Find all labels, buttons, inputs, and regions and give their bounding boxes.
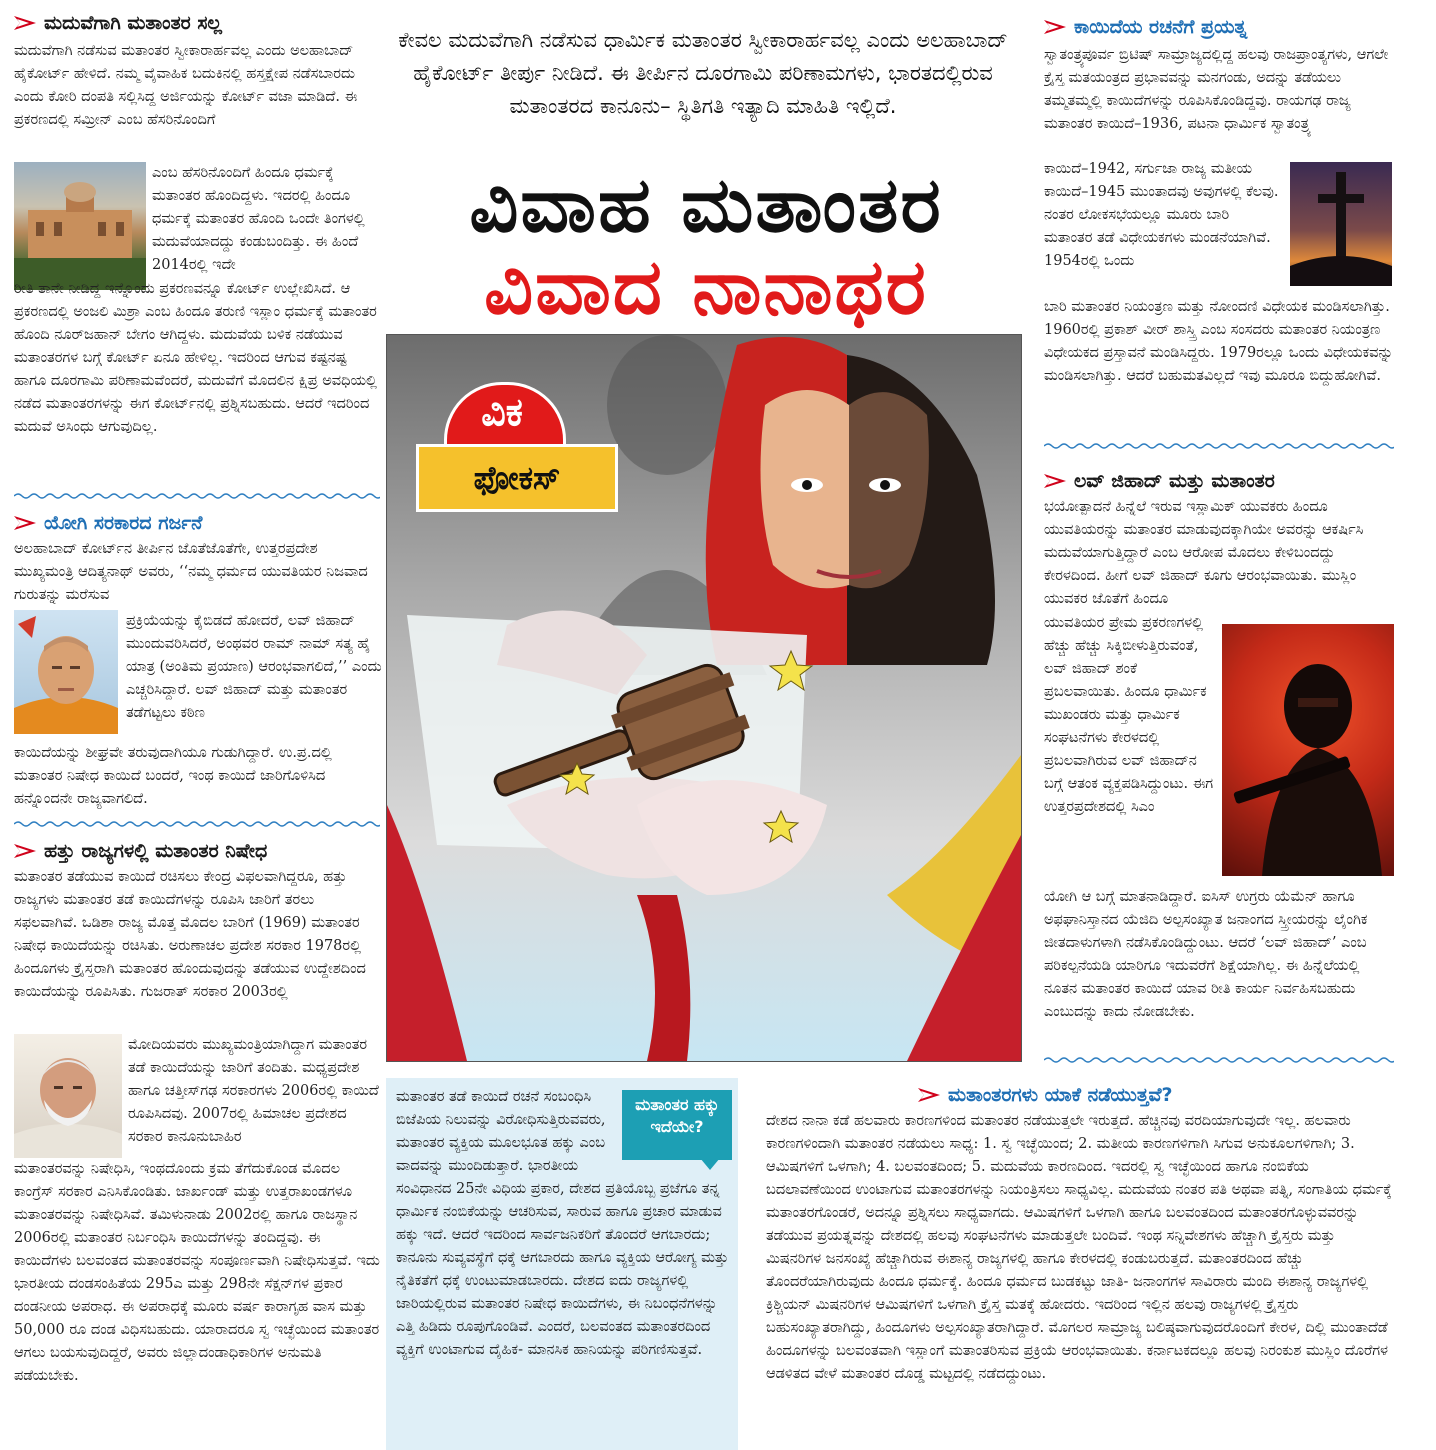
article-paragraph: ಎಂಬ ಹೆಸರಿನೊಂದಿಗೆ ಹಿಂದೂ ಧರ್ಮಕ್ಕೆ ಮತಾಂತರ ಹೊಂದಿದ್ದಳು. ಇದರಲ್ಲಿ ಹಿಂದೂ ಧರ್ಮಕ್ಕೆ ಮತಾಂತರ ಹೊಂದಿ ಒಂದೇ ತಿಂಗಳಲ್ಲಿ ಮದುವೆಯಾದದ್ದು ಕಂಡುಬಂದಿತ್ತು. ಈ ಹಿಂದೆ 2014ರಲ್ಲಿ ಇದೇ xyxy=(152,165,365,273)
section-divider xyxy=(1044,442,1394,450)
article-paragraph: ಮತಾಂತರ ತಡೆಯುವ ಕಾಯಿದೆ ರಚಿಸಲು ಕೇಂದ್ರ ವಿಫಲವಾಗಿದ್ದರೂ, ಹತ್ತು ರಾಜ್ಯಗಳು ಮತಾಂತರ ತಡೆ ಕಾಯಿದೆಗಳನ್ನು ರೂಪಿಸಿ ಜಾರಿಗೆ ತರಲು ಸಫಲವಾಗಿವೆ. ಒಡಿಶಾ ರಾಜ್ಯ ಮೊತ್ತ ಮೊದಲ ಬಾರಿಗೆ (1969) ಮತಾಂತರ ನಿಷೇಧ ಕಾಯಿದೆಯನ್ನು ರಚಿಸಿತು. ಅರುಣಾಚಲ ಪ್ರದೇಶ ಸರಕಾರ 1978ರಲ್ಲಿ ಹಿಂದೂಗಳು ಕ್ರೈಸ್ತರಾಗಿ ಮತಾಂತರ ಹೊಂದುವುದನ್ನು ತಡೆಯುವ ಉದ್ದೇಶದಿಂದ ಕಾಯಿದೆಯನ್ನು ರೂಪಿಸಿತು. ಗುಜರಾತ್ ಸರಕಾರ 2003ರಲ್ಲಿ xyxy=(14,869,366,1000)
badge-vk-text: ವಿಕ xyxy=(481,390,523,434)
section-heading-law-attempts: ಕಾಯಿದೆಯ ರಚನೆಗೆ ಪ್ರಯತ್ನ xyxy=(1044,16,1247,38)
article-paragraph: ಮತಾಂತರವನ್ನು ನಿಷೇಧಿಸಿ, ಇಂಥದೊಂದು ಕ್ರಮ ತೆಗೆದುಕೊಂಡ ಮೊದಲ ಕಾಂಗ್ರೆಸ್ ಸರಕಾರ ಎನಿಸಿಕೊಂಡಿತು. ಜಾರ್ಖಂಡ್ ಮತ್ತು ಉತ್ತರಾಖಂಡಗಳೂ ಮತಾಂತರವನ್ನು ನಿಷೇಧಿಸಿವೆ. ತಮಿಳುನಾಡು 2002ರಲ್ಲಿ ಹಾಗೂ ರಾಜಸ್ಥಾನ 2006ರಲ್ಲಿ ಮತಾಂತರ ನಿರ್ಬಂಧಿಸಿ ಕಾಯಿದೆಗಳನ್ನು ತಂದಿದ್ದವು. ಈ ಕಾಯಿದೆಗಳು ಬಲವಂತದ ಮತಾಂತರವನ್ನು ಸಂಪೂರ್ಣವಾಗಿ ನಿಷೇಧಿಸುತ್ತವೆ. ಇದು ಭಾರತೀಯ ದಂಡಸಂಹಿತೆಯ 295ಎ ಮತ್ತು 298ನೇ ಸೆಕ್ಷನ್‌ಗಳ ಪ್ರಕಾರ ದಂಡನೀಯ ಅಪರಾಧ. ಈ ಅಪರಾಧಕ್ಕೆ ಮೂರು ವರ್ಷ ಕಾರಾಗೃಹ ವಾಸ ಮತ್ತು 50,000 ರೂ ದಂಡ ವಿಧಿಸಬಹುದು. ಯಾರಾದರೂ ಸ್ವ ಇಚ್ಛೆಯಿಂದ ಮತಾಂತರ ಆಗಲು ಬಯಸುವುದಿದ್ದರೆ, ಅವರು ಜಿಲ್ಲಾದಂಡಾಧಿಕಾರಿಗಳ ಅನುಮತಿ ಪಡೆಯಬೇಕು. xyxy=(14,1161,380,1384)
article-paragraph: ರೀತಿ ತಾನೇ ನೀಡಿದ್ದ ಇನ್ನೊಂದು ಪ್ರಕರಣವನ್ನೂ ಕೋರ್ಟ್ ಉಲ್ಲೇಖಿಸಿದೆ. ಆ ಪ್ರಕರಣದಲ್ಲಿ ಅಂಜಲಿ ಮಿಶ್ರಾ ಎಂಬ ಹಿಂದೂ ತರುಣಿ ಇಸ್ಲಾಂ ಧರ್ಮಕ್ಕೆ ಮತಾಂತರ ಹೊಂದಿ ನೂರ್‌ಜಹಾನ್ ಬೇಗಂ ಆಗಿದ್ದಳು. ಮದುವೆಯ ಬಳಿಕ ನಡೆಯುವ ಮತಾಂತರಗಳ ಬಗ್ಗೆ ಕೋರ್ಟ್ ಏನೂ ಹೇಳಿಲ್ಲ. ಇದರಿಂದ ಆಗುವ ಕಷ್ಟನಷ್ಟ ಹಾಗೂ ದೂರಗಾಮಿ ಪರಿಣಾಮವೆಂದರೆ, ಮದುವೆಗೆ ಮೊದಲಿನ ಕ್ಷಿಪ್ರ ಅವಧಿಯಲ್ಲಿ ನಡೆದ ಮತಾಂತರಗಳನ್ನು ಈಗ ಕೋರ್ಟ್‌ನಲ್ಲಿ ಪ್ರಶ್ನಿಸಬಹುದು. ಆದರೆ ಇದರಿಂದ ಮದುವೆ ಅಸಿಂಧು ಆಗುವುದಿಲ್ಲ. xyxy=(14,281,377,435)
article-deck: ಕೇವಲ ಮದುವೆಗಾಗಿ ನಡೆಸುವ ಧಾರ್ಮಿಕ ಮತಾಂತರ ಸ್ವೀಕಾರಾರ್ಹವಲ್ಲ ಎಂದು ಅಲಹಾಬಾದ್ ಹೈಕೋರ್ಟ್ ತೀರ್ಪು ನೀಡಿದೆ. ಈ ತೀರ್ಪಿನ ದೂರಗಾಮಿ ಪರಿಣಾಮಗಳು, ಭಾರತದಲ್ಲಿರುವ ಮತಾಂತರದ ಕಾನೂನು– ಸ್ಥಿತಿಗತಿ ಇತ್ಯಾದಿ ಮಾಹಿತಿ ಇಲ್ಲಿದೆ. xyxy=(398,28,1008,118)
section-divider xyxy=(14,820,380,828)
arrow-bullet-icon xyxy=(14,844,36,858)
section-heading-love-jihad: ಲವ್ ಜಿಹಾದ್ ಮತ್ತು ಮತಾಂತರ xyxy=(1044,470,1275,492)
section-heading-marriage-conversion: ಮದುವೆಗಾಗಿ ಮತಾಂತರ ಸಲ್ಲ xyxy=(14,12,222,34)
vk-focus-badge xyxy=(408,382,618,522)
arrow-bullet-icon xyxy=(1044,474,1066,488)
article-paragraph: ಭಯೋತ್ಪಾದನೆ ಹಿನ್ನೆಲೆ ಇರುವ ಇಸ್ಲಾಮಿಕ್ ಯುವಕರು ಹಿಂದೂ ಯುವತಿಯರನ್ನು ಮತಾಂತರ ಮಾಡುವುದಕ್ಕಾಗಿಯೇ ಅವರನ್ನು ಆಕರ್ಷಿಸಿ ಮದುವೆಯಾಗುತ್ತಿದ್ದಾರೆ ಎಂಬ ಆರೋಪ ಮೊದಲು ಕೇಳಿಬಂದದ್ದು ಕೇರಳದಿಂದ. ಹೀಗೆ ಲವ್ ಜಿಹಾದ್ ಕೂಗು ಆರಂಭವಾಯಿತು. ಮುಸ್ಲಿಂ ಯುವಕರ ಜೊತೆಗೆ ಹಿಂದೂ xyxy=(1044,499,1364,607)
arrow-bullet-icon xyxy=(918,1088,940,1102)
badge-focus-text: ಫೋಕಸ್ xyxy=(416,444,618,512)
tag-spacer xyxy=(614,1086,732,1174)
article-paragraph: ಯುವತಿಯರ ಪ್ರೇಮ ಪ್ರಕರಣಗಳಲ್ಲಿ ಹೆಚ್ಚು ಹೆಚ್ಚು ಸಿಕ್ಕಿಬೀಳುತ್ತಿರುವಂತೆ, ಲವ್ ಜಿಹಾದ್ ಶಂಕೆ ಪ್ರಬಲವಾಯಿತು. ಹಿಂದೂ ಧಾರ್ಮಿಕ ಮುಖಂಡರು ಮತ್ತು ಧಾರ್ಮಿಕ ಸಂಘಟನೆಗಳು ಕೇರಳದಲ್ಲಿ ಪ್ರಬಲವಾಗಿರುವ ಲವ್ ಜಿಹಾದ್‌ನ ಬಗ್ಗೆ ಆತಂಕ ವ್ಯಕ್ತಪಡಿಸಿದ್ದುಂಟು. ಈಗ ಉತ್ತರಪ್ರದೇಶದಲ್ಲಿ ಸಿಎಂ xyxy=(1044,615,1214,815)
arrow-bullet-icon xyxy=(14,16,36,30)
rights-box-text: ಮತಾಂತರ ತಡೆ ಕಾಯಿದೆ ರಚನೆ ಸಂಬಂಧಿಸಿ ಬಿಜೆಪಿಯ ನಿಲುವನ್ನು ವಿರೋಧಿಸುತ್ತಿರುವವರು, ಮತಾಂತರ ವ್ಯಕ್ತಿಯ ಮೂಲಭೂತ ಹಕ್ಕು ಎಂಬ ವಾದವನ್ನು ಮುಂದಿಡುತ್ತಾರೆ. ಭಾರತೀಯ ಸಂವಿಧಾನದ 25ನೇ ವಿಧಿಯ ಪ್ರಕಾರ, ದೇಶದ ಪ್ರತಿಯೊಬ್ಬ ಪ್ರಜೆಗೂ ತನ್ನ ಧಾರ್ಮಿಕ ನಂಬಿಕೆಯನ್ನು ಆಚರಿಸುವ, ಸಾರುವ ಹಾಗೂ ಪ್ರಚಾರ ಮಾಡುವ ಹಕ್ಕು ಇದೆ. ಆದರೆ ಇದರಿಂದ ಸಾರ್ವಜನಿಕರಿಗೆ ತೊಂದರೆ ಆಗಬಾರದು; ಕಾನೂನು ಸುವ್ಯವಸ್ಥೆಗೆ ಧಕ್ಕೆ ಆಗಬಾರದು ಹಾಗೂ ವ್ಯಕ್ತಿಯ ಆರೋಗ್ಯ ಮತ್ತು ನೈತಿಕತೆಗೆ ಧಕ್ಕೆ ಉಂಟುಮಾಡಬಾರದು. ದೇಶದ ಐದು ರಾಜ್ಯಗಳಲ್ಲಿ ಜಾರಿಯಲ್ಲಿರುವ ಮತಾಂತರ ನಿಷೇಧ ಕಾಯಿದೆಗಳು, ಈ ನಿಬಂಧನೆಗಳನ್ನು ಎತ್ತಿ ಹಿಡಿದು ರೂಪುಗೊಂಡಿವೆ. ಎಂದರೆ, ಬಲವಂತದ ಮತಾಂತರದಿಂದ ವ್ಯಕ್ತಿಗೆ ಉಂಟಾಗುವ ದೈಹಿಕ- ಮಾನಸಿಕ ಹಾನಿಯನ್ನು ಪರಿಗಣಿಸುತ್ತವೆ. xyxy=(396,1086,732,1446)
section-divider xyxy=(1044,1056,1394,1064)
article-paragraph: ಕಾಯಿದೆಯನ್ನು ಶೀಘ್ರವೇ ತರುವುದಾಗಿಯೂ ಗುಡುಗಿದ್ದಾರೆ. ಉ.ಪ್ರ.ದಲ್ಲಿ ಮತಾಂತರ ನಿಷೇಧ ಕಾಯಿದೆ ಬಂದರೆ, ಇಂಥ ಕಾಯಿದೆ ಜಾರಿಗೊಳಿಸಿದ ಹನ್ನೊಂದನೇ ರಾಜ್ಯವಾಗಲಿದೆ. xyxy=(14,745,332,807)
article-paragraph: ಪ್ರಕ್ರಿಯೆಯನ್ನು ಕೈಬಿಡದೆ ಹೋದರೆ, ಲವ್ ಜಿಹಾದ್ ಮುಂದುವರಿಸಿದರೆ, ಅಂಥವರ ರಾಮ್ ನಾಮ್ ಸತ್ಯ ಹೈ ಯಾತ್ರ (ಅಂತಿಮ ಪ್ರಯಾಣ) ಆರಂಭವಾಗಲಿದೆ,’’ ಎಂದು ಎಚ್ಚರಿಸಿದ್ದಾರೆ. ಲವ್ ಜಿಹಾದ್ ಮತ್ತು ಮತಾಂತರ ತಡೆಗಟ್ಟಲು ಕಠಿಣ xyxy=(126,613,382,721)
article-paragraph: ಸ್ವಾತಂತ್ರ್ಯಪೂರ್ವ ಬ್ರಿಟಿಷ್ ಸಾಮ್ರಾಜ್ಯದಲ್ಲಿದ್ದ ಹಲವು ರಾಜಪ್ರಾಂತ್ಯಗಳು, ಆಗಲೇ ಕ್ರೈಸ್ತ ಮತಯಂತ್ರದ ಪ್ರಭಾವವನ್ನು ಮನಗಂಡು, ಅದನ್ನು ತಡೆಯಲು ತಮ್ಮತಮ್ಮಲ್ಲಿ ಕಾಯಿದೆಗಳನ್ನು ರೂಪಿಸಿಕೊಂಡಿದ್ದವು. ರಾಯಗಢ ರಾಜ್ಯ ಮತಾಂತರ ಕಾಯಿದೆ–1936, ಪಟನಾ ಧಾರ್ಮಿಕ ಸ್ವಾತಂತ್ರ್ಯ xyxy=(1044,47,1389,132)
article-paragraph: ದೇಶದ ನಾನಾ ಕಡೆ ಹಲವಾರು ಕಾರಣಗಳಿಂದ ಮತಾಂತರ ನಡೆಯುತ್ತಲೇ ಇರುತ್ತದೆ. ಹೆಚ್ಚಿನವು ವರದಿಯಾಗುವುದೇ ಇಲ್ಲ. ಹಲವಾರು ಕಾರಣಗಳಿಂದಾಗಿ ಮತಾಂತರ ನಡೆಯಲು ಸಾಧ್ಯ: 1. ಸ್ವ ಇಚ್ಛೆಯಿಂದ; 2. ಮತೀಯ ಕಾರಣಗಳಿಗಾಗಿ ಸಿಗುವ ಅನುಕೂಲಗಳಿಗಾಗಿ; 3. ಆಮಿಷಗಳಿಗೆ ಒಳಗಾಗಿ; 4. ಬಲವಂತದಿಂದ; 5. ಮದುವೆಯ ಕಾರಣದಿಂದ. ಇದರಲ್ಲಿ ಸ್ವ ಇಚ್ಛೆಯಿಂದ ಹಾಗೂ ನಂಬಿಕೆಯ ಬದಲಾವಣೆಯಿಂದ ಉಂಟಾಗುವ ಮತಾಂತರಗಳನ್ನು ನಿಯಂತ್ರಿಸಲು ಸಾಧ್ಯವಿಲ್ಲ. ಮದುವೆಯ ನಂತರ ಪತಿ ಅಥವಾ ಪತ್ನಿ, ಸಂಗಾತಿಯ ಧರ್ಮಕ್ಕೆ ಮತಾಂತರಗೊಂಡರೆ, ಅದನ್ನೂ ಪ್ರಶ್ನಿಸಲು ಸಾಧ್ಯವಾಗದು. ಆಮಿಷಗಳಿಗೆ ಒಳಗಾಗಿ ಹಾಗೂ ಬಲವಂತದಿಂದ ಮತಾಂತರಗೊಳ್ಳುವವರನ್ನು ತಡೆಯುವ ಪ್ರಯತ್ನವನ್ನು ದೇಶದಲ್ಲಿ ಹಲವು ಸಂಘಟನೆಗಳು ಮಾಡುತ್ತಲೇ ಬಂದಿವೆ. ಇಂಥ ಸನ್ನಿವೇಶಗಳು ಹೆಚ್ಚಾಗಿ ಕ್ರೈಸ್ತರು ಮತ್ತು ಮಿಷನರಿಗಳ ಜನಸಂಖ್ಯೆ ಹೆಚ್ಚಾಗಿರುವ ಈಶಾನ್ಯ ರಾಜ್ಯಗಳಲ್ಲಿ ಹಾಗೂ ಕೇರಳದಲ್ಲಿ ಕಂಡುಬರುತ್ತದೆ. ಮತಾಂತರದಿಂದ ಹೆಚ್ಚು ತೊಂದರೆಯಾಗಿರುವುದು ಹಿಂದೂ ಧರ್ಮಕ್ಕೆ. ಹಿಂದೂ ಧರ್ಮದ ಬುಡಕಟ್ಟು ಜಾತಿ- ಜನಾಂಗಗಳ ಸಾವಿರಾರು ಮಂದಿ ಈಶಾನ್ಯ ರಾಜ್ಯಗಳಲ್ಲಿ ಕ್ರಿಶ್ಚಿಯನ್ ಮಿಷನರಿಗಳ ಆಮಿಷಗಳಿಗೆ ಒಳಗಾಗಿ ಕ್ರೈಸ್ತ ಮತಕ್ಕೆ ಹೋದರು. ಇದರಿಂದ ಇಲ್ಲಿನ ಹಲವು ರಾಜ್ಯಗಳಲ್ಲಿ ಕ್ರೈಸ್ತರು ಬಹುಸಂಖ್ಯಾತರಾಗಿದ್ದು, ಹಿಂದೂಗಳು ಅಲ್ಪಸಂಖ್ಯಾತರಾಗಿದ್ದಾರೆ. ಮೊಗಲರ ಸಾಮ್ರಾಜ್ಯ ಬಲಿಷ್ಠವಾಗುವುದರೊಂದಿಗೆ ಕೇರಳ, ದಿಲ್ಲಿ ಮುಂತಾದೆಡೆ ಹಿಂದೂಗಳನ್ನು ಬಲವಂತವಾಗಿ ಇಸ್ಲಾಂಗೆ ಮತಾಂತರಿಸುವ ಪ್ರಕ್ರಿಯೆ ಆರಂಭವಾಯಿತು. ಕರ್ನಾಟಕದಲ್ಲೂ ಹಲವು ನಿರಂಕುಶ ಮುಸ್ಲಿಂ ದೊರೆಗಳ ಆಡಳಿತದ ವೇಳೆ ಮತಾಂತರ ದೊಡ್ಡ ಮಟ್ಟದಲ್ಲಿ ನಡೆದದ್ದುಂಟು. xyxy=(766,1113,1392,1382)
masked-gunman-photo xyxy=(1222,624,1394,876)
section-heading-ten-states: ಹತ್ತು ರಾಜ್ಯಗಳಲ್ಲಿ ಮತಾಂತರ ನಿಷೇಧ xyxy=(14,840,267,862)
section-divider xyxy=(14,492,380,500)
cross-silhouette-photo xyxy=(1290,162,1392,286)
article-paragraph: ಅಲಹಾಬಾದ್ ಕೋರ್ಟ್‌ನ ತೀರ್ಪಿನ ಜೊತೆಜೊತೆಗೇ, ಉತ್ತರಪ್ರದೇಶ ಮುಖ್ಯಮಂತ್ರಿ ಆದಿತ್ಯನಾಥ್ ಅವರು, ‘‘ನಮ್ಮ ಧರ್ಮದ ಯುವತಿಯರ ನಿಜವಾದ ಗುರುತನ್ನು ಮರೆಸುವ xyxy=(14,541,368,603)
article-paragraph: ಮೋದಿಯವರು ಮುಖ್ಯಮಂತ್ರಿಯಾಗಿದ್ದಾಗ ಮತಾಂತರ ತಡೆ ಕಾಯಿದೆಯನ್ನು ಜಾರಿಗೆ ತಂದಿತು. ಮಧ್ಯಪ್ರದೇಶ ಹಾಗೂ ಚತ್ತೀಸ್‌ಗಢ ಸರಕಾರಗಳು 2006ರಲ್ಲಿ ಕಾಯಿದೆ ರೂಪಿಸಿದವು. 2007ರಲ್ಲಿ ಹಿಮಾಚಲ ಪ್ರದೇಶದ ಸರಕಾರ ಕಾನೂನುಬಾಹಿರ xyxy=(128,1037,379,1145)
headline-line-2: ವಿವಾದ ನಾನಾಥರ xyxy=(484,242,928,331)
section-heading-yogi-govt: ಯೋಗಿ ಸರಕಾರದ ಗರ್ಜನೆ xyxy=(14,512,202,534)
modi-portrait-photo xyxy=(14,1034,122,1158)
arrow-bullet-icon xyxy=(1044,20,1066,34)
article-paragraph: ಕಾಯಿದೆ–1942, ಸರ್ಗುಜಾ ರಾಜ್ಯ ಮತೀಯ ಕಾಯಿದೆ–1945 ಮುಂತಾದವು ಅವುಗಳಲ್ಲಿ ಕೆಲವು. ನಂತರ ಲೋಕಸಭೆಯಲ್ಲೂ ಮೂರು ಬಾರಿ ಮತಾಂತರ ತಡೆ ವಿಧೇಯಕಗಳು ಮಂಡನೆಯಾಗಿವೆ. 1954ರಲ್ಲಿ ಒಂದು xyxy=(1044,161,1279,269)
yogi-portrait-photo xyxy=(14,610,118,734)
section-heading-why-conversions: ಮತಾಂತರಗಳು ಯಾಕೆ ನಡೆಯುತ್ತವೆ? xyxy=(918,1084,1173,1106)
court-building-photo xyxy=(14,162,146,290)
article-paragraph: ಯೋಗಿ ಆ ಬಗ್ಗೆ ಮಾತನಾಡಿದ್ದಾರೆ. ಐಸಿಸ್ ಉಗ್ರರು ಯೆಮೆನ್ ಹಾಗೂ ಅಫಘಾನಿಸ್ತಾನದ ಯೆಜಿದಿ ಅಲ್ಪಸಂಖ್ಯಾತ ಜನಾಂಗದ ಸ್ತ್ರೀಯರನ್ನು ಲೈಂಗಿಕ ಜೀತದಾಳುಗಳಾಗಿ ನಡೆಸಿಕೊಂಡಿದ್ದುಂಟು. ಆದರೆ ‘ಲವ್ ಜಿಹಾದ್’ ಎಂಬ ಪರಿಕಲ್ಪನೆಯಡಿ ಯಾರಿಗೂ ಇದುವರೆಗೆ ಶಿಕ್ಷೆಯಾಗಿಲ್ಲ. ಈ ಹಿನ್ನೆಲೆಯಲ್ಲಿ ನೂತನ ಮತಾಂತರ ಕಾಯಿದೆ ಯಾವ ರೀತಿ ಕಾರ್ಯ ನಿರ್ವಹಿಸಬಹುದು ಎಂಬುದನ್ನು ಕಾದು ನೋಡಬೇಕು. xyxy=(1044,889,1368,1020)
headline-line-1: ವಿವಾಹ ಮತಾಂತರ xyxy=(469,160,943,249)
article-paragraph: ಮದುವೆಗಾಗಿ ನಡೆಸುವ ಮತಾಂತರ ಸ್ವೀಕಾರಾರ್ಹವಲ್ಲ ಎಂದು ಅಲಹಾಬಾದ್ ಹೈಕೋರ್ಟ್ ಹೇಳಿದೆ. ನಮ್ಮ ವೈವಾಹಿಕ ಬದುಕಿನಲ್ಲಿ ಹಸ್ತಕ್ಷೇಪ ನಡೆಸಬಾರದು ಎಂದು ಕೋರಿ ದಂಪತಿ ಸಲ್ಲಿಸಿದ್ದ ಅರ್ಜಿಯನ್ನು ಕೋರ್ಟ್ ವಜಾ ಮಾಡಿದೆ. ಈ ಪ್ರಕರಣದಲ್ಲಿ ಸಮ್ರೀನ್ ಎಂಬ ಹೆಸರಿನೊಂದಿಗೆ xyxy=(14,43,358,128)
arrow-bullet-icon xyxy=(14,516,36,530)
rights-question-tag: ಮತಾಂತರ ಹಕ್ಕು ಇದೆಯೇ? xyxy=(622,1090,732,1160)
article-paragraph: ಬಾರಿ ಮತಾಂತರ ನಿಯಂತ್ರಣ ಮತ್ತು ನೋಂದಣಿ ವಿಧೇಯಕ ಮಂಡಿಸಲಾಗಿತ್ತು. 1960ರಲ್ಲಿ ಪ್ರಕಾಶ್ ವೀರ್ ಶಾಸ್ತ್ರಿ ಎಂಬ ಸಂಸದರು ಮತಾಂತರ ನಿಯಂತ್ರಣ ವಿಧೇಯಕದ ಪ್ರಸ್ತಾವನೆ ಮಂಡಿಸಿದ್ದರು. 1979ರಲ್ಲೂ ಒಂದು ವಿಧೇಯಕವನ್ನು ಮಂಡಿಸಲಾಗಿತ್ತು. ಆದರೆ ಬಹುಮತವಿಲ್ಲದೆ ಇವು ಮೂರೂ ಬಿದ್ದುಹೋಗಿವೆ. xyxy=(1044,299,1394,384)
